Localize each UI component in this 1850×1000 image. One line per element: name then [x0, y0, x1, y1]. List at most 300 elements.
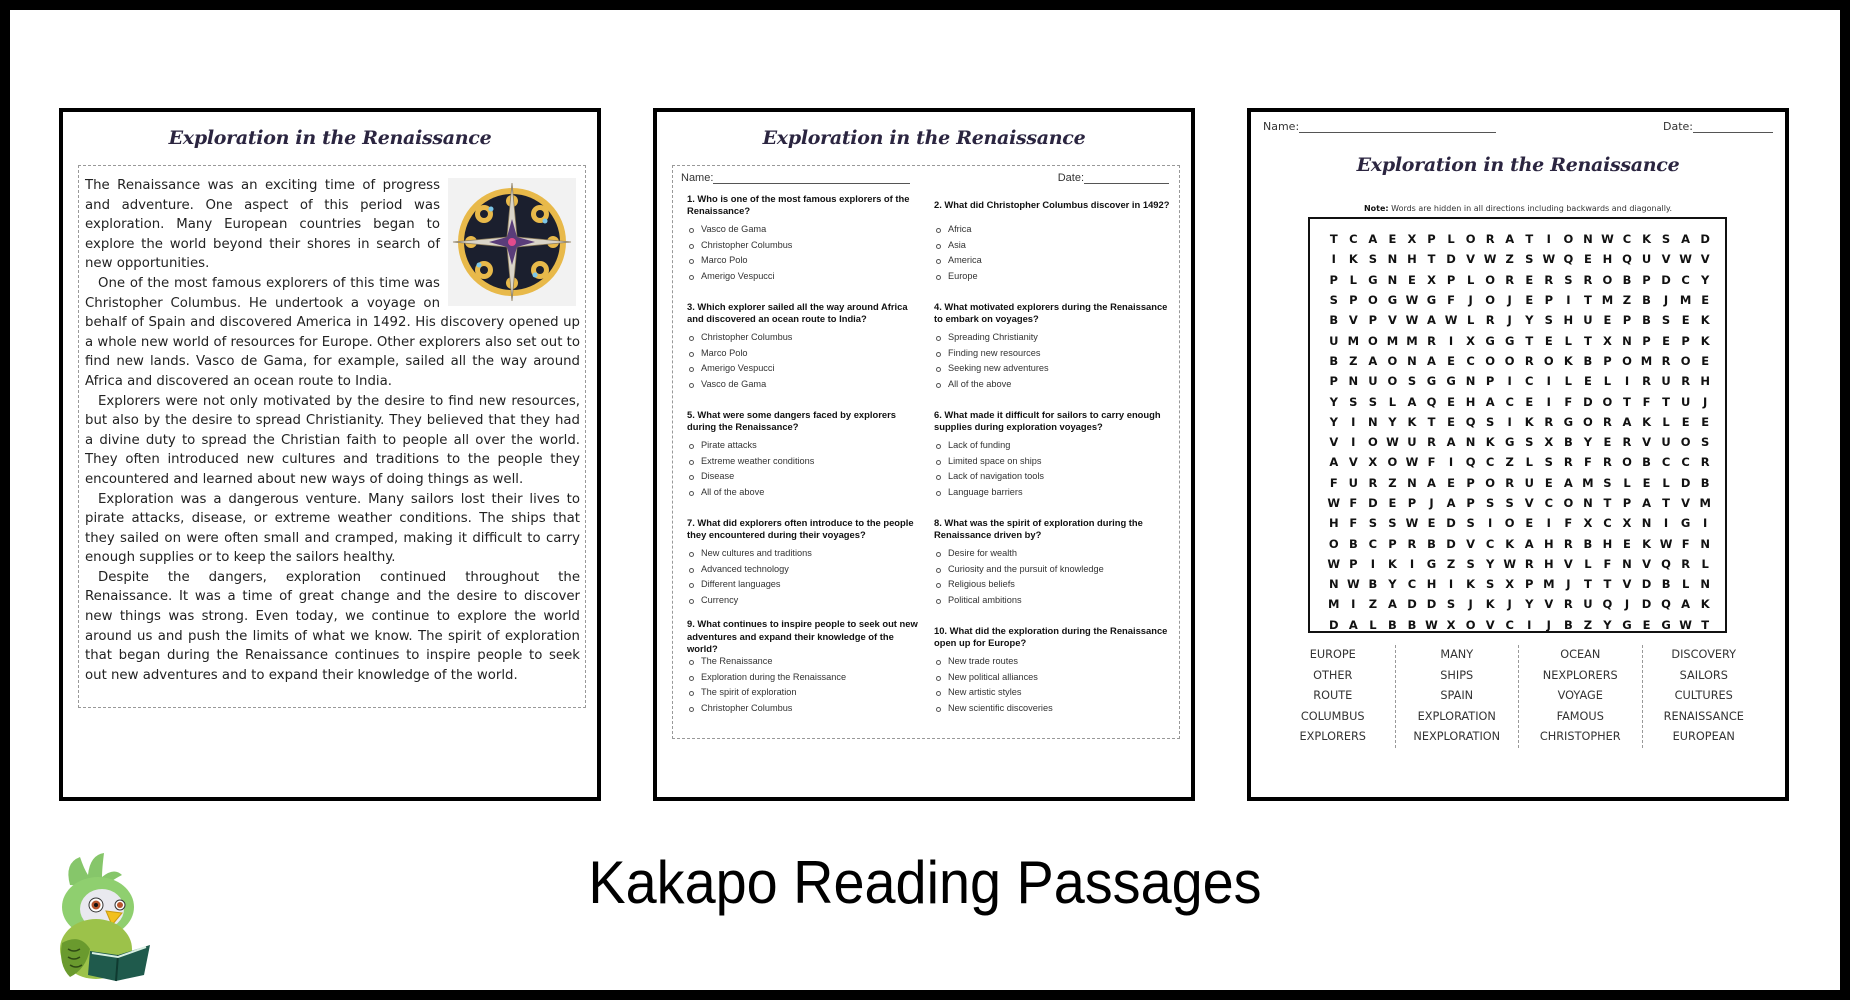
answer-option[interactable]: Exploration during the Renaissance — [687, 670, 926, 686]
grid-letter[interactable]: S — [1661, 232, 1671, 247]
grid-letter[interactable]: S — [1466, 516, 1475, 531]
grid-letter[interactable]: P — [1642, 272, 1651, 287]
grid-letter[interactable]: B — [1563, 435, 1573, 450]
grid-letter[interactable]: C — [1661, 455, 1671, 470]
grid-letter[interactable]: W — [1327, 556, 1341, 571]
grid-letter[interactable]: A — [1368, 353, 1378, 368]
grid-letter[interactable]: H — [1543, 536, 1554, 551]
grid-letter[interactable]: A — [1329, 455, 1339, 470]
grid-letter[interactable]: P — [1446, 272, 1456, 287]
grid-letter[interactable]: R — [1368, 475, 1378, 490]
grid-letter[interactable]: I — [1488, 516, 1493, 531]
grid-letter[interactable]: I — [1448, 577, 1454, 592]
answer-option[interactable]: Spreading Christianity — [934, 330, 1173, 346]
grid-letter[interactable]: E — [1603, 313, 1612, 328]
grid-letter[interactable]: B — [1642, 293, 1651, 308]
grid-letter[interactable]: L — [1662, 414, 1670, 429]
grid-letter[interactable]: F — [1564, 516, 1573, 531]
grid-letter[interactable]: K — [1485, 597, 1495, 612]
grid-letter[interactable]: P — [1485, 374, 1495, 389]
grid-letter[interactable]: W — [1679, 617, 1692, 632]
grid-letter[interactable]: B — [1329, 353, 1339, 368]
grid-letter[interactable]: Q — [1602, 597, 1613, 612]
answer-option[interactable]: Extreme weather conditions — [687, 454, 926, 470]
grid-letter[interactable]: X — [1583, 516, 1593, 531]
answer-option[interactable]: Different languages — [687, 577, 926, 593]
grid-letter[interactable]: I — [1507, 414, 1512, 429]
grid-letter[interactable]: W — [1327, 496, 1341, 510]
grid-letter[interactable]: Y — [1603, 617, 1612, 632]
grid-letter[interactable]: Y — [1701, 272, 1710, 287]
answer-option[interactable]: Asia — [934, 238, 1173, 254]
grid-letter[interactable]: L — [1466, 272, 1475, 287]
grid-letter[interactable]: I — [1351, 435, 1356, 450]
grid-letter[interactable]: O — [1563, 496, 1574, 510]
grid-letter[interactable]: U — [1583, 597, 1593, 612]
grid-letter[interactable]: E — [1681, 414, 1690, 429]
grid-letter[interactable]: L — [1564, 374, 1572, 389]
grid-letter[interactable]: R — [1524, 353, 1534, 368]
answer-option[interactable]: Amerigo Vespucci — [687, 361, 926, 377]
grid-letter[interactable]: E — [1623, 536, 1631, 551]
grid-letter[interactable]: P — [1466, 475, 1475, 490]
grid-letter[interactable]: V — [1524, 496, 1534, 510]
grid-letter[interactable]: L — [1349, 272, 1357, 287]
grid-letter[interactable]: R — [1681, 556, 1691, 571]
grid-letter[interactable]: O — [1680, 353, 1691, 368]
grid-letter[interactable]: V — [1329, 435, 1339, 450]
grid-letter[interactable]: U — [1661, 435, 1671, 450]
grid-letter[interactable]: E — [1544, 333, 1553, 348]
grid-letter[interactable]: R — [1603, 455, 1612, 470]
grid-letter[interactable]: C — [1603, 516, 1612, 531]
grid-letter[interactable]: F — [1583, 455, 1592, 470]
grid-letter[interactable]: S — [1349, 394, 1358, 409]
grid-letter[interactable]: O — [1602, 394, 1613, 409]
grid-letter[interactable]: L — [1564, 333, 1572, 348]
grid-letter[interactable]: A — [1622, 414, 1632, 429]
grid-letter[interactable]: R — [1544, 272, 1554, 287]
grid-letter[interactable]: O — [1582, 414, 1593, 429]
grid-letter[interactable]: U — [1661, 374, 1671, 389]
grid-letter[interactable]: E — [1525, 394, 1534, 409]
grid-letter[interactable]: K — [1407, 414, 1417, 429]
grid-letter[interactable]: P — [1466, 496, 1475, 510]
answer-option[interactable]: Marco Polo — [687, 253, 926, 269]
grid-letter[interactable]: C — [1485, 536, 1495, 551]
grid-letter[interactable]: N — [1407, 475, 1417, 490]
grid-letter[interactable]: C — [1368, 536, 1378, 551]
grid-letter[interactable]: P — [1622, 313, 1632, 328]
grid-letter[interactable]: Q — [1563, 252, 1574, 267]
grid-letter[interactable]: E — [1583, 374, 1592, 389]
grid-letter[interactable]: B — [1329, 313, 1339, 328]
grid-letter[interactable]: M — [1347, 333, 1360, 348]
grid-letter[interactable]: D — [1446, 252, 1456, 267]
grid-letter[interactable]: E — [1583, 252, 1592, 267]
grid-letter[interactable]: W — [1679, 252, 1692, 267]
grid-letter[interactable]: N — [1465, 435, 1476, 450]
grid-letter[interactable]: V — [1661, 252, 1671, 267]
answer-option[interactable]: Marco Polo — [687, 346, 926, 362]
answer-option[interactable]: Pirate attacks — [687, 438, 926, 454]
grid-letter[interactable]: W — [1444, 313, 1458, 328]
grid-letter[interactable]: V — [1563, 556, 1573, 571]
grid-letter[interactable]: K — [1642, 536, 1651, 551]
grid-letter[interactable]: G — [1387, 293, 1398, 308]
grid-letter[interactable]: N — [1622, 556, 1632, 571]
grid-letter[interactable]: L — [1701, 556, 1709, 571]
answer-option[interactable]: Europe — [934, 269, 1173, 285]
grid-letter[interactable]: H — [1407, 252, 1417, 267]
grid-letter[interactable]: Y — [1388, 577, 1397, 592]
grid-letter[interactable]: P — [1427, 232, 1436, 247]
grid-letter[interactable]: Q — [1661, 556, 1671, 571]
grid-letter[interactable]: N — [1583, 232, 1593, 247]
grid-letter[interactable]: L — [1369, 617, 1377, 632]
grid-letter[interactable]: B — [1583, 536, 1593, 551]
grid-letter[interactable]: A — [1446, 435, 1456, 450]
grid-letter[interactable]: S — [1701, 435, 1710, 450]
grid-letter[interactable]: Y — [1485, 556, 1495, 571]
grid-letter[interactable]: F — [1447, 293, 1455, 308]
grid-letter[interactable]: R — [1563, 597, 1573, 612]
grid-letter[interactable]: X — [1602, 333, 1612, 348]
answer-option[interactable]: Christopher Columbus — [687, 238, 926, 254]
grid-letter[interactable]: C — [1505, 617, 1514, 632]
grid-letter[interactable]: U — [1407, 435, 1417, 450]
grid-letter[interactable]: I — [1546, 374, 1551, 389]
grid-letter[interactable]: E — [1701, 353, 1710, 368]
answer-option[interactable]: All of the above — [687, 485, 926, 501]
grid-letter[interactable]: I — [1624, 374, 1630, 389]
grid-letter[interactable]: B — [1700, 475, 1710, 490]
grid-letter[interactable]: E — [1642, 617, 1651, 632]
grid-letter[interactable]: O — [1543, 353, 1554, 368]
grid-letter[interactable]: I — [1351, 597, 1356, 612]
grid-letter[interactable]: R — [1485, 313, 1495, 328]
grid-letter[interactable]: Y — [1525, 313, 1534, 328]
grid-letter[interactable]: G — [1563, 414, 1574, 429]
grid-letter[interactable]: O — [1485, 475, 1496, 490]
answer-option[interactable]: New scientific discoveries — [934, 701, 1173, 717]
grid-letter[interactable]: K — [1524, 414, 1534, 429]
grid-letter[interactable]: S — [1329, 293, 1338, 308]
grid-letter[interactable]: U — [1348, 475, 1358, 490]
grid-letter[interactable]: S — [1544, 455, 1553, 470]
grid-letter[interactable]: P — [1642, 333, 1651, 348]
grid-letter[interactable]: P — [1622, 496, 1632, 510]
grid-letter[interactable]: J — [1507, 293, 1512, 308]
grid-letter[interactable]: E — [1544, 475, 1553, 490]
grid-letter[interactable]: W — [1405, 516, 1419, 531]
grid-letter[interactable]: O — [1465, 617, 1476, 632]
grid-letter[interactable]: H — [1465, 394, 1476, 409]
grid-letter[interactable]: D — [1641, 597, 1652, 612]
grid-letter[interactable]: S — [1486, 414, 1495, 429]
grid-letter[interactable]: A — [1642, 496, 1651, 510]
grid-letter[interactable]: T — [1623, 394, 1631, 409]
grid-letter[interactable]: C — [1681, 272, 1690, 287]
grid-letter[interactable]: A — [1681, 232, 1691, 247]
grid-letter[interactable]: W — [1542, 252, 1556, 267]
grid-letter[interactable]: J — [1468, 597, 1473, 612]
grid-letter[interactable]: S — [1368, 252, 1378, 267]
grid-letter[interactable]: I — [1546, 394, 1551, 409]
grid-letter[interactable]: E — [1681, 313, 1690, 328]
grid-letter[interactable]: J — [1703, 394, 1708, 409]
grid-letter[interactable]: X — [1544, 435, 1554, 450]
grid-letter[interactable]: L — [1447, 232, 1455, 247]
grid-letter[interactable]: S — [1368, 394, 1378, 409]
grid-letter[interactable]: R — [1603, 414, 1612, 429]
grid-letter[interactable]: A — [1427, 475, 1436, 490]
grid-letter[interactable]: I — [1703, 516, 1708, 531]
grid-letter[interactable]: W — [1659, 536, 1673, 551]
grid-letter[interactable]: V — [1348, 313, 1358, 328]
answer-option[interactable]: Finding new resources — [934, 346, 1173, 362]
answer-option[interactable]: Limited space on ships — [934, 454, 1173, 470]
grid-letter[interactable]: A — [1446, 496, 1456, 510]
grid-letter[interactable]: T — [1583, 577, 1592, 592]
grid-letter[interactable]: L — [1525, 455, 1533, 470]
grid-letter[interactable]: P — [1329, 374, 1338, 389]
grid-letter[interactable]: N — [1641, 516, 1652, 531]
grid-letter[interactable]: M — [1543, 577, 1555, 592]
answer-option[interactable]: Language barriers — [934, 485, 1173, 501]
grid-letter[interactable]: C — [1525, 374, 1534, 389]
grid-letter[interactable]: O — [1504, 516, 1515, 531]
grid-letter[interactable]: Q — [1661, 597, 1671, 612]
grid-letter[interactable]: R — [1642, 374, 1651, 389]
grid-letter[interactable]: G — [1368, 272, 1378, 287]
grid-letter[interactable]: U — [1583, 313, 1593, 328]
grid-letter[interactable]: A — [1368, 232, 1378, 247]
grid-letter[interactable]: R — [1681, 374, 1691, 389]
grid-letter[interactable]: J — [1546, 617, 1551, 632]
grid-letter[interactable]: R — [1563, 536, 1573, 551]
grid-letter[interactable]: H — [1602, 536, 1613, 551]
grid-letter[interactable]: Z — [1446, 556, 1456, 571]
grid-letter[interactable]: V — [1642, 435, 1651, 450]
grid-letter[interactable]: V — [1642, 556, 1651, 571]
grid-letter[interactable]: K — [1466, 577, 1476, 592]
grid-letter[interactable]: E — [1701, 293, 1710, 308]
grid-letter[interactable]: A — [1485, 394, 1495, 409]
grid-letter[interactable]: V — [1700, 252, 1710, 267]
grid-letter[interactable]: Z — [1505, 252, 1514, 267]
grid-letter[interactable]: B — [1583, 353, 1593, 368]
grid-letter[interactable]: V — [1681, 496, 1691, 510]
grid-letter[interactable]: Y — [1388, 414, 1397, 429]
grid-letter[interactable]: J — [1507, 597, 1512, 612]
grid-letter[interactable]: V — [1622, 577, 1632, 592]
grid-letter[interactable]: V — [1544, 597, 1554, 612]
grid-letter[interactable]: R — [1583, 272, 1593, 287]
grid-letter[interactable]: R — [1524, 556, 1534, 571]
grid-letter[interactable]: V — [1387, 313, 1397, 328]
grid-letter[interactable]: B — [1563, 617, 1573, 632]
grid-letter[interactable]: J — [1468, 293, 1473, 308]
grid-letter[interactable]: S — [1525, 252, 1534, 267]
grid-letter[interactable]: C — [1466, 353, 1475, 368]
grid-letter[interactable]: B — [1642, 455, 1651, 470]
grid-letter[interactable]: I — [1370, 556, 1375, 571]
grid-letter[interactable]: M — [1640, 353, 1653, 368]
grid-letter[interactable]: M — [1679, 293, 1692, 308]
grid-letter[interactable]: D — [1641, 577, 1652, 592]
grid-letter[interactable]: Z — [1388, 475, 1397, 490]
answer-option[interactable]: Lack of navigation tools — [934, 469, 1173, 485]
grid-letter[interactable]: F — [1564, 394, 1573, 409]
grid-letter[interactable]: P — [1368, 313, 1378, 328]
grid-letter[interactable]: G — [1426, 293, 1437, 308]
grid-letter[interactable]: H — [1602, 252, 1613, 267]
grid-letter[interactable]: F — [1427, 455, 1436, 470]
grid-letter[interactable]: A — [1563, 475, 1573, 490]
grid-letter[interactable]: P — [1681, 333, 1690, 348]
grid-letter[interactable]: O — [1387, 455, 1398, 470]
grid-letter[interactable]: X — [1505, 577, 1515, 592]
grid-letter[interactable]: R — [1427, 333, 1436, 348]
grid-letter[interactable]: D — [1661, 272, 1671, 287]
grid-letter[interactable]: R — [1485, 232, 1495, 247]
grid-letter[interactable]: N — [1583, 496, 1593, 510]
grid-letter[interactable]: Y — [1525, 597, 1534, 612]
grid-letter[interactable]: W — [1386, 435, 1399, 450]
grid-letter[interactable]: I — [1546, 516, 1551, 531]
grid-letter[interactable]: D — [1700, 232, 1710, 247]
grid-letter[interactable]: S — [1525, 435, 1534, 450]
grid-letter[interactable]: W — [1405, 455, 1419, 470]
grid-letter[interactable]: B — [1348, 536, 1358, 551]
grid-letter[interactable]: F — [1329, 475, 1338, 490]
grid-letter[interactable]: O — [1680, 435, 1691, 450]
grid-letter[interactable]: N — [1348, 374, 1359, 389]
grid-letter[interactable]: G — [1426, 374, 1437, 389]
grid-letter[interactable]: S — [1486, 577, 1495, 592]
grid-letter[interactable]: O — [1504, 353, 1515, 368]
grid-letter[interactable]: O — [1367, 333, 1378, 348]
grid-letter[interactable]: U — [1680, 394, 1691, 409]
grid-letter[interactable]: S — [1407, 374, 1417, 389]
grid-letter[interactable]: E — [1447, 475, 1455, 490]
grid-letter[interactable]: K — [1485, 435, 1495, 450]
grid-letter[interactable]: K — [1642, 232, 1651, 247]
grid-letter[interactable]: M — [1406, 333, 1418, 348]
grid-letter[interactable]: N — [1387, 272, 1398, 287]
grid-letter[interactable]: R — [1407, 536, 1417, 551]
grid-letter[interactable]: E — [1388, 232, 1397, 247]
grid-letter[interactable]: I — [1546, 232, 1551, 247]
grid-letter[interactable]: D — [1446, 516, 1456, 531]
grid-letter[interactable]: P — [1544, 293, 1553, 308]
answer-option[interactable]: Seeking new adventures — [934, 361, 1173, 377]
grid-letter[interactable]: Z — [1349, 353, 1358, 368]
grid-letter[interactable]: H — [1543, 556, 1554, 571]
grid-letter[interactable]: K — [1387, 556, 1397, 571]
grid-letter[interactable]: X — [1427, 272, 1436, 287]
grid-letter[interactable]: H — [1328, 516, 1339, 531]
grid-letter[interactable]: W — [1346, 577, 1360, 592]
answer-option[interactable]: Lack of funding — [934, 438, 1173, 454]
answer-option[interactable]: Desire for wealth — [934, 546, 1173, 562]
grid-letter[interactable]: H — [1426, 577, 1437, 592]
grid-letter[interactable]: N — [1465, 374, 1476, 389]
grid-letter[interactable]: K — [1505, 536, 1515, 551]
grid-letter[interactable]: O — [1387, 374, 1398, 389]
grid-letter[interactable]: G — [1504, 333, 1515, 348]
grid-letter[interactable]: W — [1483, 252, 1497, 267]
grid-letter[interactable]: I — [1566, 293, 1571, 308]
grid-letter[interactable]: B — [1368, 577, 1378, 592]
grid-letter[interactable]: Z — [1583, 617, 1593, 632]
grid-letter[interactable]: Z — [1622, 293, 1632, 308]
grid-letter[interactable]: S — [1486, 496, 1495, 510]
answer-option[interactable]: Advanced technology — [687, 562, 926, 578]
grid-letter[interactable]: U — [1329, 333, 1339, 348]
grid-letter[interactable]: L — [1623, 475, 1631, 490]
grid-letter[interactable]: W — [1601, 232, 1614, 247]
grid-letter[interactable]: E — [1642, 475, 1651, 490]
grid-letter[interactable]: U — [1641, 252, 1652, 267]
answer-option[interactable]: Political ambitions — [934, 593, 1173, 609]
grid-letter[interactable]: K — [1348, 252, 1358, 267]
grid-letter[interactable]: U — [1368, 374, 1378, 389]
grid-letter[interactable]: P — [1388, 536, 1397, 551]
grid-letter[interactable]: T — [1329, 232, 1338, 247]
grid-letter[interactable]: N — [1622, 333, 1632, 348]
grid-letter[interactable]: S — [1505, 496, 1514, 510]
grid-letter[interactable]: T — [1583, 333, 1592, 348]
grid-letter[interactable]: B — [1407, 617, 1417, 632]
grid-letter[interactable]: O — [1485, 293, 1496, 308]
grid-letter[interactable]: E — [1388, 496, 1397, 510]
grid-letter[interactable]: M — [1328, 597, 1340, 612]
grid-letter[interactable]: R — [1661, 353, 1671, 368]
grid-letter[interactable]: F — [1642, 394, 1651, 409]
grid-letter[interactable]: I — [1448, 455, 1454, 470]
grid-letter[interactable]: T — [1583, 293, 1592, 308]
grid-letter[interactable]: G — [1622, 617, 1632, 632]
grid-letter[interactable]: H — [1700, 374, 1710, 389]
grid-letter[interactable]: R — [1427, 435, 1436, 450]
grid-letter[interactable]: N — [1387, 252, 1398, 267]
grid-letter[interactable]: A — [1505, 232, 1515, 247]
grid-letter[interactable]: X — [1407, 232, 1417, 247]
grid-letter[interactable]: D — [1446, 536, 1456, 551]
grid-letter[interactable]: X — [1368, 455, 1378, 470]
grid-letter[interactable]: V — [1348, 455, 1358, 470]
grid-letter[interactable]: Q — [1465, 414, 1476, 429]
grid-letter[interactable]: T — [1525, 333, 1534, 348]
answer-option[interactable]: The Renaissance — [687, 654, 926, 670]
grid-letter[interactable]: T — [1427, 414, 1436, 429]
grid-letter[interactable]: O — [1465, 232, 1476, 247]
grid-letter[interactable]: M — [1386, 333, 1399, 348]
grid-letter[interactable]: D — [1426, 597, 1437, 612]
grid-letter[interactable]: J — [1663, 293, 1669, 308]
grid-letter[interactable]: G — [1446, 374, 1456, 389]
grid-letter[interactable]: S — [1544, 313, 1553, 328]
grid-letter[interactable]: D — [1583, 394, 1593, 409]
grid-letter[interactable]: Y — [1329, 414, 1338, 429]
grid-letter[interactable]: E — [1447, 353, 1455, 368]
grid-letter[interactable]: L — [1584, 556, 1592, 571]
grid-letter[interactable]: R — [1544, 414, 1554, 429]
grid-letter[interactable]: X — [1622, 516, 1632, 531]
grid-letter[interactable]: H — [1563, 313, 1574, 328]
